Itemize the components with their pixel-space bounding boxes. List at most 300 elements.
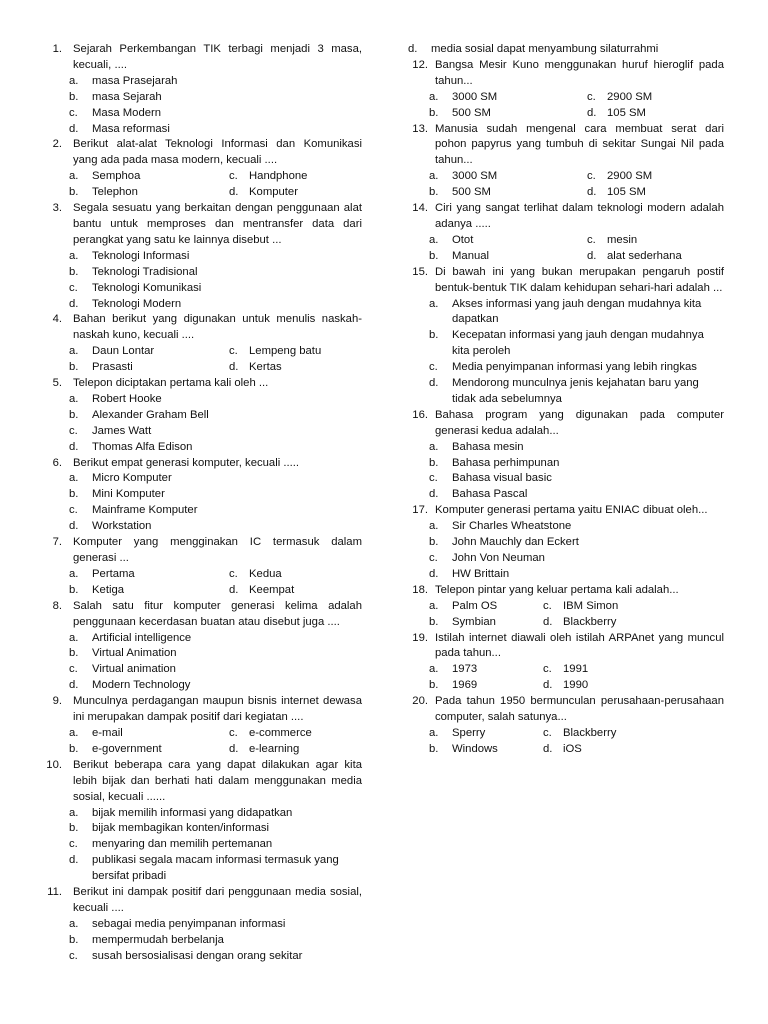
option-letter: c. xyxy=(229,170,238,183)
option-text: Modern Technology xyxy=(92,679,191,692)
option-text: mempermudah berbelanja xyxy=(92,933,224,946)
option-letter: a. xyxy=(69,726,79,739)
option-5-d xyxy=(69,440,362,456)
options-list xyxy=(40,726,362,758)
option-letter: d. xyxy=(229,583,239,596)
option-letter: d. xyxy=(429,377,439,390)
option-text: Prasasti xyxy=(92,361,133,374)
question-text: Berikut empat generasi komputer, kecuali ..... xyxy=(73,456,300,469)
option-text: Teknologi Tradisional xyxy=(92,265,198,278)
option-text: Semphoa xyxy=(92,170,141,183)
option-4-d xyxy=(229,360,362,376)
question-text: Istilah internet diawali oleh istilah ARPAnet yang muncul pada tahun... xyxy=(435,631,724,660)
options-list xyxy=(40,567,362,599)
option-text: masa Prasejarah xyxy=(92,74,178,87)
question-number: 15. xyxy=(412,265,428,278)
question-text: Berikut alat-alat Teknologi Informasi dan Komunikasi yang ada pada masa modern, kecuali .... xyxy=(73,138,362,167)
option-text: e-commerce xyxy=(249,726,312,739)
option-letter: a. xyxy=(429,90,439,103)
right-column xyxy=(408,42,724,758)
option-letter: a. xyxy=(69,74,79,87)
option-16-a xyxy=(429,440,724,456)
option-12-b xyxy=(429,106,587,122)
option-10-a xyxy=(69,806,362,822)
option-text: Blackberry xyxy=(563,726,617,739)
option-12-d xyxy=(587,106,724,122)
question-12 xyxy=(408,58,724,122)
options-list xyxy=(40,74,362,138)
options-list xyxy=(408,662,724,694)
option-text: bijak memilih informasi yang didapatkan xyxy=(92,806,293,819)
question-text: Telepon diciptakan pertama kali oleh ... xyxy=(73,377,269,390)
option-text: Teknologi Komunikasi xyxy=(92,281,202,294)
option-text: Mini Komputer xyxy=(92,488,165,501)
question-stem xyxy=(408,122,724,170)
question-number: 4. xyxy=(52,313,62,326)
option-13-b xyxy=(429,185,587,201)
option-text: IBM Simon xyxy=(563,599,619,612)
options-list xyxy=(40,344,362,376)
question-stem xyxy=(40,885,362,917)
option-letter: d. xyxy=(69,122,79,135)
question-text: Manusia sudah mengenal cara membuat serat dari pohon papyrus yang tumbuh di sekitar Sungai Nil pada tahun... xyxy=(435,122,724,167)
option-text: John Von Neuman xyxy=(452,552,545,564)
question-6 xyxy=(40,456,362,536)
question-stem xyxy=(408,201,724,233)
option-text: Thomas Alfa Edison xyxy=(92,440,193,453)
question-9 xyxy=(40,694,362,758)
option-10-d xyxy=(69,853,362,885)
options-list xyxy=(408,297,724,408)
question-number: 2. xyxy=(52,138,62,151)
option-letter: a. xyxy=(429,440,439,453)
question-stem xyxy=(40,758,362,806)
option-text: Otot xyxy=(452,233,474,246)
option-letter: d. xyxy=(408,43,418,55)
option-text: Bahasa perhimpunan xyxy=(452,456,560,469)
option-text: James Watt xyxy=(92,424,152,437)
option-19-d xyxy=(543,678,724,694)
option-9-b xyxy=(69,742,229,758)
option-3-d xyxy=(69,297,362,313)
option-14-c xyxy=(587,233,724,249)
option-text: susah bersosialisasi dengan orang sekitar xyxy=(92,949,303,962)
option-letter: a. xyxy=(69,249,79,262)
question-stem xyxy=(40,201,362,249)
question-stem xyxy=(408,631,724,663)
option-letter: c. xyxy=(587,90,596,103)
option-letter: c. xyxy=(429,552,438,564)
question-stem xyxy=(408,694,724,726)
option-7-d xyxy=(229,583,362,599)
question-stem xyxy=(40,599,362,631)
option-text: Handphone xyxy=(249,170,308,183)
option-text: Teknologi Modern xyxy=(92,297,182,310)
question-17 xyxy=(408,503,724,583)
option-text: masa Sejarah xyxy=(92,90,162,103)
option-letter: b. xyxy=(429,742,439,755)
option-20-d xyxy=(543,742,724,758)
option-17-d xyxy=(429,567,724,583)
option-text: Blackberry xyxy=(563,615,617,628)
options-list xyxy=(40,631,362,695)
option-text: Sperry xyxy=(452,726,486,739)
option-letter: c. xyxy=(69,504,78,517)
option-text: alat sederhana xyxy=(607,249,682,262)
option-letter: b. xyxy=(429,456,439,469)
option-2-b xyxy=(69,185,229,201)
option-letter: c. xyxy=(69,424,78,437)
question-text: Bangsa Mesir Kuno menggunakan huruf hieroglif pada tahun... xyxy=(435,58,724,87)
question-text: Salah satu fitur komputer generasi kelima adalah penggunaan kecerdasan buatan atau disebut juga .... xyxy=(73,599,362,628)
question-number: 3. xyxy=(52,202,62,215)
option-text: Bahasa mesin xyxy=(452,440,524,453)
question-number: 6. xyxy=(52,456,62,469)
options-list xyxy=(408,90,724,122)
question-stem xyxy=(40,137,362,169)
option-letter: d. xyxy=(69,440,79,453)
option-text: e-mail xyxy=(92,726,123,739)
question-number: 8. xyxy=(52,599,62,612)
option-text: Masa Modern xyxy=(92,106,162,119)
option-6-d xyxy=(69,519,362,535)
option-text: Daun Lontar xyxy=(92,345,155,358)
question-stem xyxy=(40,694,362,726)
option-letter: a. xyxy=(429,233,439,246)
option-letter: d. xyxy=(69,297,79,310)
option-letter: c. xyxy=(543,599,552,612)
option-text: mesin xyxy=(607,233,638,246)
option-letter: b. xyxy=(429,186,439,199)
option-text: 105 SM xyxy=(607,106,646,119)
options-list xyxy=(408,169,724,201)
option-7-c xyxy=(229,567,362,583)
question-number: 9. xyxy=(52,695,62,708)
option-letter: b. xyxy=(69,265,79,278)
options-list xyxy=(40,249,362,313)
option-letter: c. xyxy=(429,361,438,374)
option-letter: a. xyxy=(69,345,79,358)
option-11-b xyxy=(69,933,362,949)
option-5-b xyxy=(69,408,362,424)
question-7 xyxy=(40,535,362,599)
option-letter: c. xyxy=(229,345,238,358)
option-17-a xyxy=(429,519,724,535)
option-1-b xyxy=(69,90,362,106)
option-letter: d. xyxy=(587,186,597,199)
question-text: Telepon pintar yang keluar pertama kali adalah... xyxy=(435,583,679,596)
option-text: Symbian xyxy=(452,615,496,628)
option-11-a xyxy=(69,917,362,933)
option-text: 1991 xyxy=(563,663,589,676)
option-text: Lempeng batu xyxy=(249,345,322,358)
question-15 xyxy=(408,265,724,408)
question-5 xyxy=(40,376,362,456)
option-letter: b. xyxy=(429,536,439,549)
option-letter: a. xyxy=(429,726,439,739)
option-11-d xyxy=(408,42,724,58)
question-number: 19. xyxy=(412,631,428,644)
question-text: Bahan berikut yang digunakan untuk menulis naskah-naskah kuno, kecuali .... xyxy=(73,313,362,342)
option-letter: a. xyxy=(429,170,439,183)
option-letter: a. xyxy=(69,631,79,644)
option-9-a xyxy=(69,726,229,742)
option-20-a xyxy=(429,726,543,742)
option-letter: d. xyxy=(587,249,597,262)
option-letter: c. xyxy=(229,726,238,739)
options-list xyxy=(408,726,724,758)
question-text: Ciri yang sangat terlihat dalam teknologi modern adalah adanya ..... xyxy=(435,202,724,230)
question-10 xyxy=(40,758,362,885)
question-number: 7. xyxy=(52,536,62,549)
option-text: Mendorong munculnya jenis kejahatan baru yang tidak ada sebelumnya xyxy=(452,377,699,405)
option-14-a xyxy=(429,233,587,249)
question-text: Pada tahun 1950 bermunculan perusahaan-perusahaan computer, salah satunya... xyxy=(435,695,724,724)
option-text: Artificial intelligence xyxy=(92,631,192,644)
option-13-a xyxy=(429,169,587,185)
option-12-c xyxy=(587,90,724,106)
question-3 xyxy=(40,201,362,312)
option-14-d xyxy=(587,249,724,265)
question-text: Berikut beberapa cara yang dapat dilakukan agar kita lebih bijak dan berhati hati dalam menggunakan media sosial, kecuali ...... xyxy=(73,758,362,803)
option-4-a xyxy=(69,344,229,360)
option-7-a xyxy=(69,567,229,583)
option-letter: d. xyxy=(229,742,239,755)
option-text: 1973 xyxy=(452,663,478,676)
question-number: 10. xyxy=(46,758,62,771)
question-11 xyxy=(40,885,362,965)
option-letter: a. xyxy=(69,392,79,405)
option-letter: b. xyxy=(69,647,79,660)
option-text: Media penyimpanan informasi yang lebih ringkas xyxy=(452,361,697,374)
option-text: Masa reformasi xyxy=(92,122,170,135)
question-text: Di bawah ini yang bukan merupakan pengaruh postif bentuk-bentuk TIK dalam kehidupan sehari-hari adalah ... xyxy=(435,265,724,294)
option-text: 1969 xyxy=(452,679,478,692)
question-stem xyxy=(40,535,362,567)
option-letter: c. xyxy=(587,233,596,246)
option-3-a xyxy=(69,249,362,265)
option-text: Micro Komputer xyxy=(92,472,172,485)
option-text: Teknologi Informasi xyxy=(92,249,190,262)
option-letter: a. xyxy=(69,806,79,819)
question-number: 17. xyxy=(412,504,428,517)
option-text: sebagai media penyimpanan informasi xyxy=(92,917,286,930)
option-letter: d. xyxy=(429,488,439,501)
option-18-a xyxy=(429,599,543,615)
option-letter: d. xyxy=(543,615,553,628)
option-letter: d. xyxy=(229,361,239,374)
option-14-b xyxy=(429,249,587,265)
options-list xyxy=(40,392,362,456)
option-letter: b. xyxy=(429,249,439,262)
option-text: 2900 SM xyxy=(607,90,653,103)
question-11-continuation xyxy=(408,42,724,58)
option-text: menyaring dan memilih pertemanan xyxy=(92,838,273,851)
option-18-d xyxy=(543,615,724,631)
option-letter: d. xyxy=(69,520,79,533)
option-letter: a. xyxy=(429,520,439,533)
question-stem xyxy=(40,376,362,392)
option-letter: a. xyxy=(429,663,439,676)
option-13-c xyxy=(587,169,724,185)
option-9-d xyxy=(229,742,362,758)
option-text: e-government xyxy=(92,742,162,755)
option-letter: b. xyxy=(69,361,79,374)
option-text: Mainframe Komputer xyxy=(92,504,198,517)
option-text: 3000 SM xyxy=(452,90,498,103)
option-16-d xyxy=(429,487,724,503)
question-18 xyxy=(408,583,724,631)
option-letter: c. xyxy=(229,567,238,580)
question-stem xyxy=(40,42,362,74)
option-1-a xyxy=(69,74,362,90)
options-list xyxy=(408,519,724,583)
option-15-b xyxy=(429,328,724,360)
question-text: Komputer yang mengginakan IC termasuk dalam generasi ... xyxy=(73,536,362,564)
option-letter: d. xyxy=(69,679,79,692)
question-stem xyxy=(408,408,724,440)
option-17-c xyxy=(429,551,724,567)
option-15-a xyxy=(429,297,724,329)
option-text: e-learning xyxy=(249,742,300,755)
option-letter: a. xyxy=(69,567,79,580)
option-10-c xyxy=(69,837,362,853)
option-letter: a. xyxy=(69,917,79,930)
option-text: Ketiga xyxy=(92,583,125,596)
option-letter: b. xyxy=(69,822,79,835)
question-stem xyxy=(408,583,724,599)
option-text: Pertama xyxy=(92,567,135,580)
option-letter: c. xyxy=(69,663,78,676)
option-text: 500 SM xyxy=(452,186,491,199)
option-6-c xyxy=(69,503,362,519)
option-9-c xyxy=(229,726,362,742)
option-text: Kedua xyxy=(249,567,282,580)
option-text: Bahasa Pascal xyxy=(452,488,528,501)
question-stem xyxy=(408,265,724,297)
option-7-b xyxy=(69,583,229,599)
option-4-b xyxy=(69,360,229,376)
option-3-c xyxy=(69,281,362,297)
option-text: Workstation xyxy=(92,520,152,533)
option-text: Kecepatan informasi yang jauh dengan mudahnya kita peroleh xyxy=(452,329,704,358)
option-letter: b. xyxy=(69,408,79,421)
option-6-a xyxy=(69,471,362,487)
option-letter: a. xyxy=(429,599,439,612)
option-letter: b. xyxy=(69,742,79,755)
option-6-b xyxy=(69,487,362,503)
question-number: 20. xyxy=(412,695,428,708)
option-letter: d. xyxy=(69,854,79,867)
option-19-c xyxy=(543,662,724,678)
option-letter: b. xyxy=(429,329,439,342)
question-stem xyxy=(40,312,362,344)
option-text: Virtual Animation xyxy=(92,647,177,660)
option-letter: d. xyxy=(229,186,239,199)
option-10-b xyxy=(69,821,362,837)
option-2-c xyxy=(229,169,362,185)
question-number: 12. xyxy=(412,58,428,71)
option-letter: c. xyxy=(69,838,78,851)
question-stem xyxy=(408,503,724,519)
option-1-d xyxy=(69,122,362,138)
option-2-a xyxy=(69,169,229,185)
option-19-a xyxy=(429,662,543,678)
question-text: Bahasa program yang digunakan pada computer generasi kedua adalah... xyxy=(435,408,724,437)
option-5-c xyxy=(69,424,362,440)
option-letter: b. xyxy=(69,488,79,501)
option-letter: b. xyxy=(69,90,79,103)
option-18-b xyxy=(429,615,543,631)
option-letter: b. xyxy=(69,583,79,596)
options-list xyxy=(40,806,362,886)
question-8 xyxy=(40,599,362,694)
option-letter: a. xyxy=(429,297,439,310)
option-letter: d. xyxy=(587,106,597,119)
options-list xyxy=(40,169,362,201)
option-text: Sir Charles Wheatstone xyxy=(452,520,572,533)
option-text: HW Brittain xyxy=(452,567,510,580)
question-number: 18. xyxy=(412,583,428,596)
option-letter: b. xyxy=(429,615,439,628)
option-19-b xyxy=(429,678,543,694)
question-4 xyxy=(40,312,362,376)
option-letter: c. xyxy=(69,949,78,962)
question-14 xyxy=(408,201,724,265)
option-text: 3000 SM xyxy=(452,170,498,183)
option-text: 1990 xyxy=(563,679,589,692)
option-letter: c. xyxy=(429,472,438,485)
question-number: 11. xyxy=(47,886,62,899)
option-letter: c. xyxy=(543,663,552,676)
option-15-c xyxy=(429,360,724,376)
option-text: 105 SM xyxy=(607,186,646,199)
question-number: 13. xyxy=(412,122,428,135)
question-16 xyxy=(408,408,724,503)
option-8-d xyxy=(69,678,362,694)
option-text: media sosial dapat menyambung silaturrahmi xyxy=(431,43,659,55)
option-4-c xyxy=(229,344,362,360)
option-8-c xyxy=(69,662,362,678)
option-17-b xyxy=(429,535,724,551)
option-text: Virtual animation xyxy=(92,663,176,676)
option-text: iOS xyxy=(563,742,582,755)
question-text: Segala sesuatu yang berkaitan dengan penggunaan alat bantu untuk memproses dan mentransfer data dari perangkat yang satu ke lainnya disebut ... xyxy=(73,202,362,246)
option-text: publikasi segala macam informasi termasuk yang bersifat pribadi xyxy=(92,854,339,883)
option-letter: c. xyxy=(69,106,78,119)
option-letter: d. xyxy=(543,679,553,692)
question-text: Sejarah Perkembangan TIK terbagi menjadi 3 masa, kecuali, .... xyxy=(73,43,362,71)
option-16-c xyxy=(429,471,724,487)
option-text: Akses informasi yang jauh dengan mudahnya kita dapatkan xyxy=(452,297,702,326)
option-text: Robert Hooke xyxy=(92,392,162,405)
option-letter: b. xyxy=(69,186,79,199)
option-text: Bahasa visual basic xyxy=(452,472,552,485)
option-letter: b. xyxy=(69,933,79,946)
option-text: Alexander Graham Bell xyxy=(92,408,209,421)
question-19 xyxy=(408,631,724,695)
option-letter: c. xyxy=(69,281,78,294)
options-list xyxy=(408,599,724,631)
question-stem xyxy=(408,58,724,90)
option-text: 2900 SM xyxy=(607,170,653,183)
option-letter: c. xyxy=(543,726,552,739)
option-letter: c. xyxy=(587,170,596,183)
option-text: Manual xyxy=(452,249,490,262)
option-20-c xyxy=(543,726,724,742)
option-letter: d. xyxy=(543,742,553,755)
option-11-c xyxy=(69,949,362,965)
